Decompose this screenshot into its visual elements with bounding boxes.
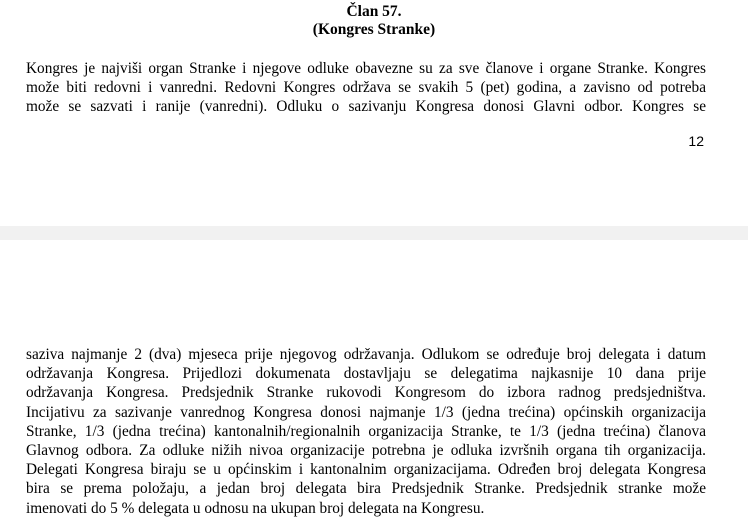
paragraph-line: Kongres je najviši organ Stranke i njegove odluke obavezne su za sve članove i organe Stranke. Kongres	[26, 60, 706, 77]
article-paragraph-part-one	[26, 59, 706, 117]
paragraph-line: bira se prema položaju, a jedan broj delegata bira Predsjednik Stranke. Predsjednik stranke može	[26, 480, 706, 498]
paragraph-line: Incijativu za sazivanje vanrednog Kongresa donosi najmanje 1/3 (jedna trećina) općinskih organizacija	[26, 403, 706, 421]
paragraph-line: saziva najmanje 2 (dva) mjeseca prije njegovog održavanja. Odlukom se određuje broj delegata i datum	[26, 346, 706, 363]
article-subtitle: (Kongres Stranke)	[312, 21, 436, 38]
paragraph-line: Stranke, 1/3 (jedna trećina) kantonalnih/regionalnih organizacija Stranke, te 1/3 (jedna trećina) članova	[26, 422, 706, 440]
article-paragraph-part-two	[26, 345, 706, 518]
paragraph-line: održavanja Kongresa. Predsjednik Stranke rukovodi Kongresom do izbora radnog predsjedništva.	[26, 384, 706, 402]
paragraph-line: Delegati Kongresa biraju se u općinskim i kantonalnim organizacijama. Određen broj delegata Kongresa	[26, 461, 706, 479]
page-number: 12	[688, 133, 704, 149]
page-separator	[0, 226, 748, 240]
article-title: Član 57.	[346, 3, 402, 20]
paragraph-line: može se sazvati i ranije (vanredni). Odluku o sazivanju Kongresa donosi Glavni odbor. Kongres se	[26, 98, 706, 116]
paragraph-line: može biti redovni i vanredni. Redovni Kongres održava se svakih 5 (pet) godina, a zavisno od potreba	[26, 79, 706, 97]
paragraph-line: Glavnog odbora. Za odluke nižih nivoa organizacije potrebna je odluka izvršnih organa tih organizacija.	[26, 441, 706, 459]
document-page-upper	[0, 0, 748, 226]
paragraph-line: održavanja Kongresa. Prijedlozi dokumenata dostavljaju se delegatima najkasnije 10 dana prije	[26, 365, 706, 383]
paragraph-line: imenovati do 5 % delegata u odnosu na ukupan broj delegata na Kongresu.	[26, 499, 485, 517]
